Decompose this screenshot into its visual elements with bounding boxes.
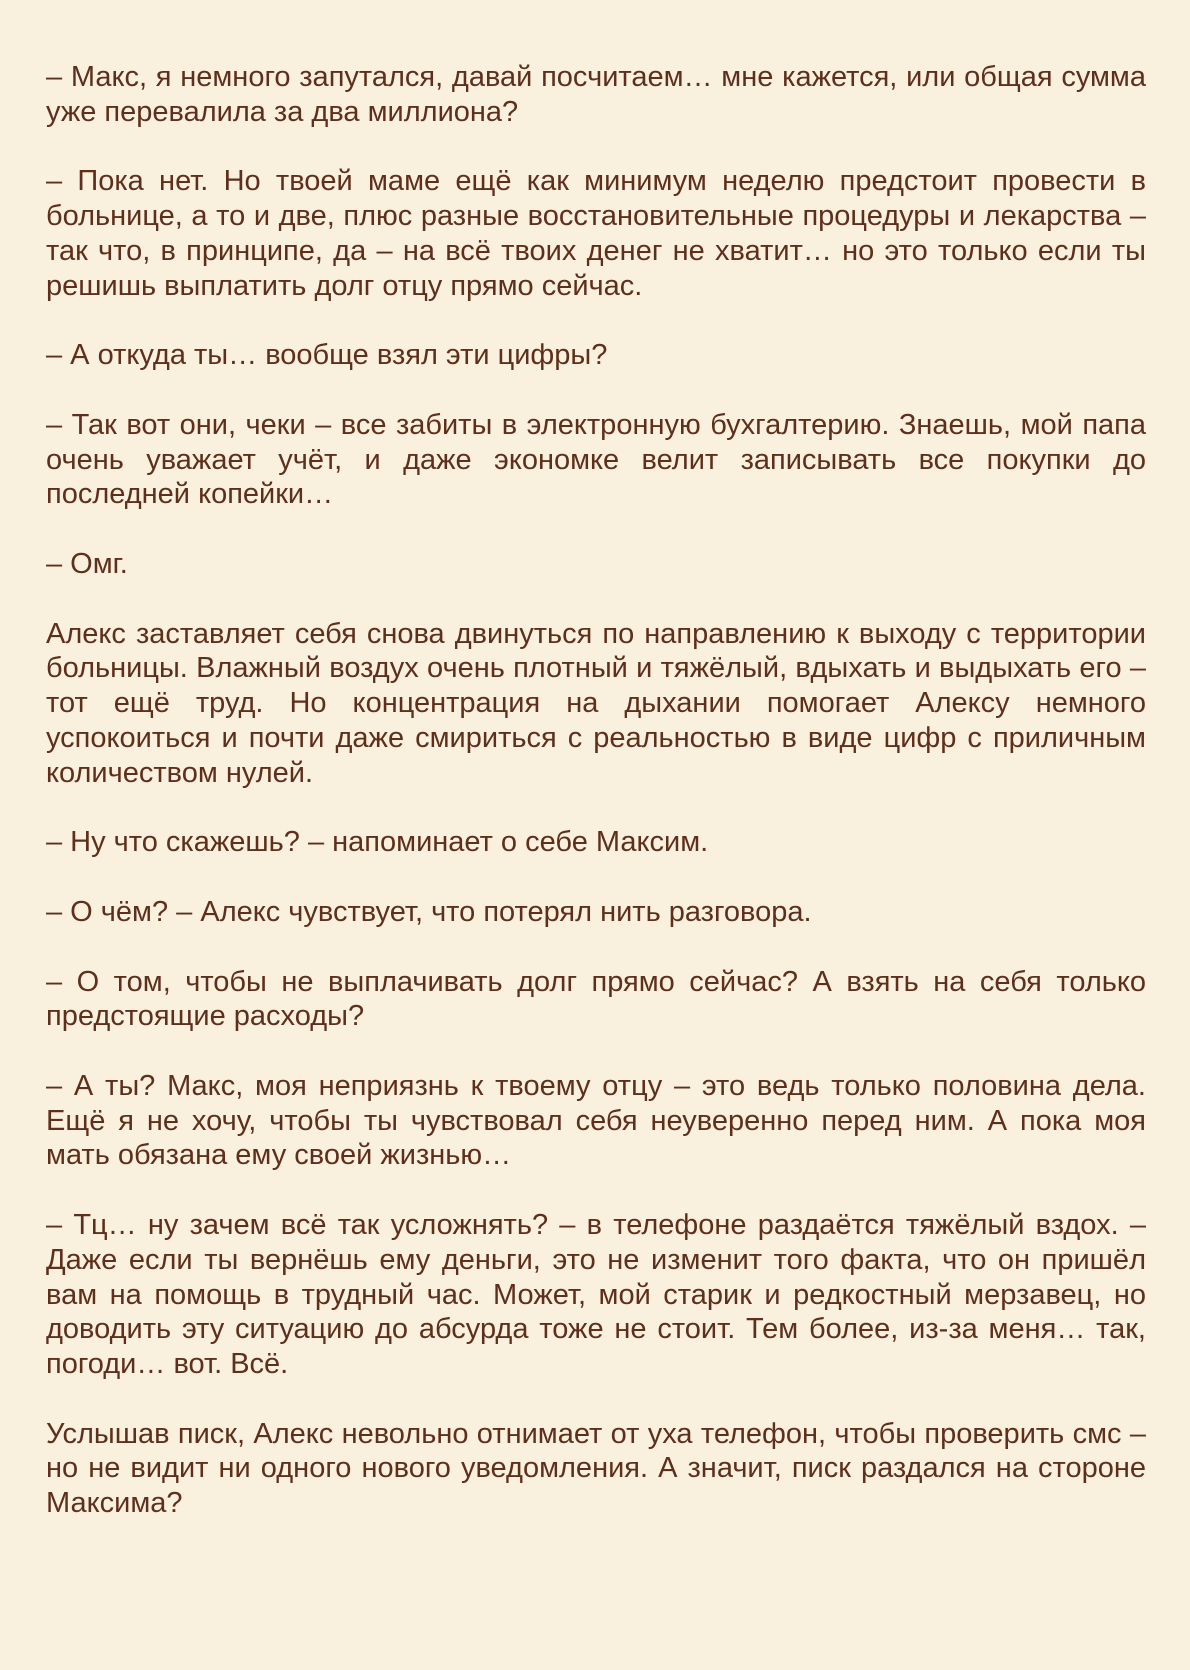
paragraph: – Пока нет. Но твоей маме ещё как минимум неделю предстоит провести в больнице, а то и две, плюс разные восстановительные процедуры и лекарства – так что, в принципе, да – на всё твоих денег не хватит… но это только если ты решишь выплатить долг отцу прямо сейчас. <box>46 165 1146 302</box>
paragraph: – А откуда ты… вообще взял эти цифры? <box>46 339 608 372</box>
paragraph: – О чём? – Алекс чувствует, что потерял нить разговора. <box>46 895 812 928</box>
paragraph: – Макс, я немного запутался, давай посчитаем… мне кажется, или общая сумма уже перевалила за два миллиона? <box>46 61 1146 128</box>
paragraph: – Так вот они, чеки – все забиты в электронную бухгалтерию. Знаешь, мой папа очень уважает учёт, и даже экономке велит записывать все покупки до последней копейки… <box>46 408 1146 511</box>
paragraph: Алекс заставляет себя снова двинуться по направлению к выходу с территории больницы. Влажный воздух очень плотный и тяжёлый, вдыхать и выдыхать его – тот ещё труд. Но концентрация на дыхании помогает Алексу немного успокоиться и почти даже смириться с реальностью в виде цифр с приличным количеством нулей. <box>46 617 1146 789</box>
paragraph: – А ты? Макс, моя неприязнь к твоему отцу – это ведь только половина дела. Ещё я не хочу, чтобы ты чувствовал себя неуверенно перед ним. А пока моя мать обязана ему своей жизнью… <box>46 1070 1146 1172</box>
paragraph: – Ну что скажешь? – напоминает о себе Максим. <box>46 826 709 859</box>
paragraph: – О том, чтобы не выплачивать долг прямо сейчас? А взять на себя только предстоящие расходы? <box>46 965 1146 1033</box>
paragraph: – Омг. <box>46 548 128 581</box>
document-body <box>46 60 1146 1556</box>
paragraph: – Тц… ну зачем всё так усложнять? – в телефоне раздаётся тяжёлый вздох. – Даже если ты вернёшь ему деньги, это не изменит того факта, что он пришёл вам на помощь в трудный час. Может, мой старик и редкостный мерзавец, но доводить эту ситуацию до абсурда тоже не стоит. Тем более, из-за меня… так, погоди… вот. Всё. <box>46 1209 1146 1380</box>
paragraph: Услышав писк, Алекс невольно отнимает от уха телефон, чтобы проверить смс – но не видит ни одного нового уведомления. А значит, писк раздался на стороне Максима? <box>46 1417 1146 1520</box>
